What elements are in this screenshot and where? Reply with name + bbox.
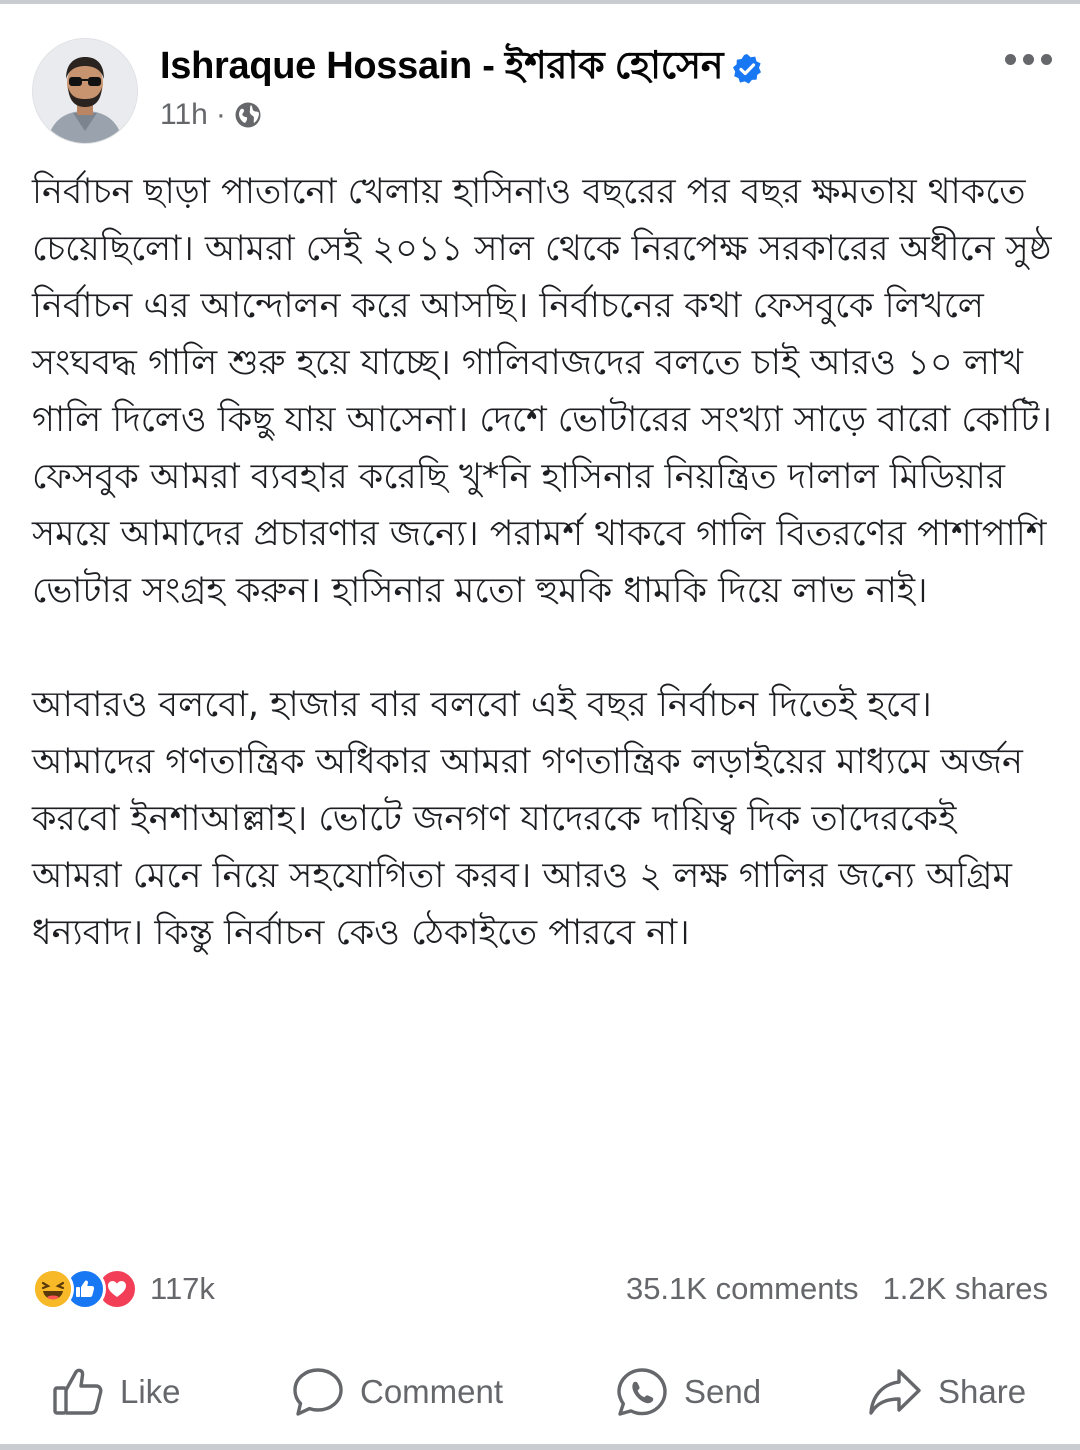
verified-badge-icon [731,52,763,84]
send-button[interactable] [616,1364,761,1420]
more-dot [1041,54,1052,65]
haha-reaction-icon [32,1268,74,1310]
comment-button[interactable] [292,1364,503,1420]
more-dot [1005,54,1016,65]
reactions-summary[interactable] [32,1268,215,1310]
whatsapp-send-icon [616,1367,668,1417]
globe-icon[interactable] [234,101,262,129]
like-label: Like [120,1373,181,1410]
author-avatar[interactable] [32,38,138,144]
author-name[interactable]: Ishraque Hossain - ইশরাক হোসেন [160,45,724,87]
like-button[interactable] [52,1364,181,1420]
post-paragraph: আবারও বলবো, হাজার বার বলবো এই বছর নির্বাচন দিতেই হবে। আমাদের গণতান্ত্রিক অধিকার আমরা গণতান্ত্রিক লড়াইয়ের মাধ্যমে অর্জন করবো ইনশাআল্লাহ। ভোটে জনগণ যাদেরকে দায়িত্ব দিক তাদেরকেই আমরা মেনে নিয়ে সহযোগিতা করব। আরও ২ লক্ষ গালির জন্যে অগ্রিম ধন্যবাদ। কিন্তু নির্বাচন কেও ঠেকাইতে পারবে না। [32,685,1023,953]
more-options-icon[interactable] [1005,44,1052,74]
more-dot [1023,54,1034,65]
share-label: Share [938,1373,1027,1410]
shares-count[interactable]: 1.2K shares [882,1271,1048,1306]
comments-count[interactable]: 35.1K comments [625,1271,859,1306]
bottom-frame-border [0,1444,1080,1450]
comment-label: Comment [360,1373,504,1410]
share-button[interactable] [868,1364,1026,1420]
post-meta [160,98,262,132]
send-label: Send [684,1373,762,1410]
share-icon [868,1367,922,1417]
action-bar [0,1356,1080,1426]
profile-photo-icon [33,39,137,143]
engagement-stats [32,1264,1048,1314]
comment-icon [292,1367,344,1417]
like-icon [52,1367,104,1417]
facebook-post [0,4,1080,1444]
post-text [32,164,1052,962]
post-time[interactable]: 11h [160,98,208,131]
author-name-row[interactable] [160,36,763,100]
comment-share-counts [626,1271,1048,1307]
reaction-count[interactable]: 117k [150,1271,215,1306]
meta-separator: · [215,98,226,131]
post-paragraph: নির্বাচন ছাড়া পাতানো খেলায় হাসিনাও বছরের পর বছর ক্ষমতায় থাকতে চেয়েছিলো। আমরা সেই ২০১১ সাল থেকে নিরপেক্ষ সরকারের অধীনে সুষ্ঠ নির্বাচন এর আন্দোলন করে আসছি। নির্বাচনের কথা ফেসবুকে লিখলে সংঘবদ্ধ গালি শুরু হয়ে যাচ্ছে। গালিবাজদের বলতে চাই আরও ১০ লাখ গালি দিলেও কিছু যায় আসেনা। দেশে ভোটারের সংখ্যা সাড়ে বারো কোটি। ফেসবুক আমরা ব্যবহার করেছি খু*নি হাসিনার নিয়ন্ত্রিত দালাল মিডিয়ার সময়ে আমাদের প্রচারণার জন্যে। পরামর্শ থাকবে গালি বিতরণের পাশাপাশি ভোটার সংগ্রহ করুন। হাসিনার মতো হুমকি ধামকি দিয়ে লাভ নাই। [32,172,1052,611]
